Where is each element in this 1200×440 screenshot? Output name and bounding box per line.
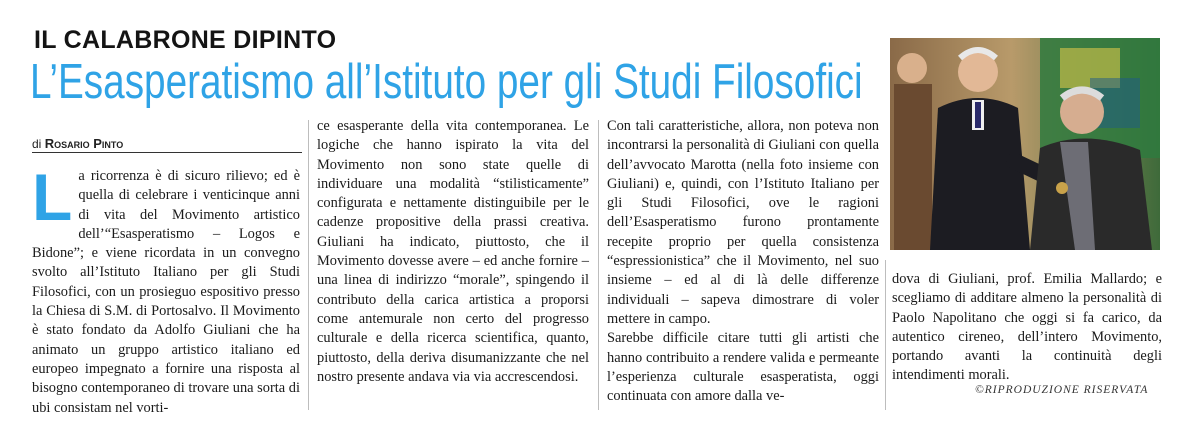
- column-3-paragraph-1: Con tali caratteristiche, allora, non poteva non incontrarsi la personalità di Giuliani con quella dell’avvocato Marotta (nella foto insieme con Giuliani) e, quindi, con l’Istituto Italiano per gli Studi Filosofici, ove le ragioni dell’Esasperatismo furono prontamente recepite proprio per quella consistenza “espressionistica” che il Movimento, nel suo insieme – ed al di là delle differenze individuali – sapeva dimostrare di voler mettere in campo.: [607, 118, 879, 327]
- column-2: [317, 117, 589, 387]
- kicker: IL CALABRONE DIPINTO: [34, 26, 337, 54]
- photo-illustration: [890, 38, 1160, 250]
- copyright-notice: ©RIPRODUZIONE RISERVATA: [975, 384, 1149, 396]
- column-divider: [308, 120, 309, 410]
- dropcap: L: [32, 160, 73, 234]
- column-4: [892, 270, 1162, 386]
- column-2-text: ce esasperante della vita contemporanea. Le logiche che hanno ispirato la vita del Movimento non sono state quelle di individuare una modalità “stilisticamente” configurata e nettamente distinguibile per le cadenze propositive della prassi creativa. Giuliani ha indicato, piuttosto, che il Movimento dovesse avere – ed anche fornire – una linea di indirizzo “morale”, spingendo il contributo della carica artistica a proporsi come antemurale non certo del progresso culturale e della ricerca scientifica, quanto, piuttosto, della deriva disumanizzante che nel nostro presente andava via via accrescendosi.: [317, 118, 589, 385]
- column-4-text: dova di Giuliani, prof. Emilia Mallardo; e scegliamo di additare almeno la personalità di Paolo Napolitano che oggi si fa carico, da autentico cireneo, dell’intero Movimento, portando avanti la continuità degli intendimenti morali.: [892, 271, 1162, 384]
- column-1: [32, 160, 300, 418]
- column-3-paragraph-2: Sarebbe difficile citare tutti gli artisti che hanno contribuito a rendere valida e permeante l’esperienza culturale esasperatista, oggi continuata con amore dalla ve-: [607, 330, 879, 405]
- byline: [32, 136, 123, 151]
- byline-author: Rosario Pinto: [44, 136, 124, 151]
- column-1-text: a ricorrenza è di sicuro rilievo; ed è quella di celebrare i venticinque anni di vita del Movimento artistico dell’“Esasperatismo – Logos e Bidone”; e viene ricordata in un convegno svolto all’Istituto Italiano per gli Studi Filosofici, con un prosieguo espositivo presso la Chiesa di S.M. di Portosalvo. Il Movimento è stato fondato da Adolfo Giuliani che ha animato un gruppo artistico italiano ed europeo impegnato a fornire una risposta al bisogno contemporaneo di trovare una sorta di ubi consistam nel vorti-: [32, 168, 300, 416]
- article-photo: [890, 38, 1160, 250]
- byline-prefix: di: [32, 137, 42, 151]
- byline-rule: [32, 152, 302, 153]
- column-divider: [885, 260, 886, 410]
- column-divider: [598, 120, 599, 410]
- headline: L’Esasperatismo all’Istituto per gli Studi Filosofici: [30, 55, 863, 109]
- column-3: [607, 117, 879, 406]
